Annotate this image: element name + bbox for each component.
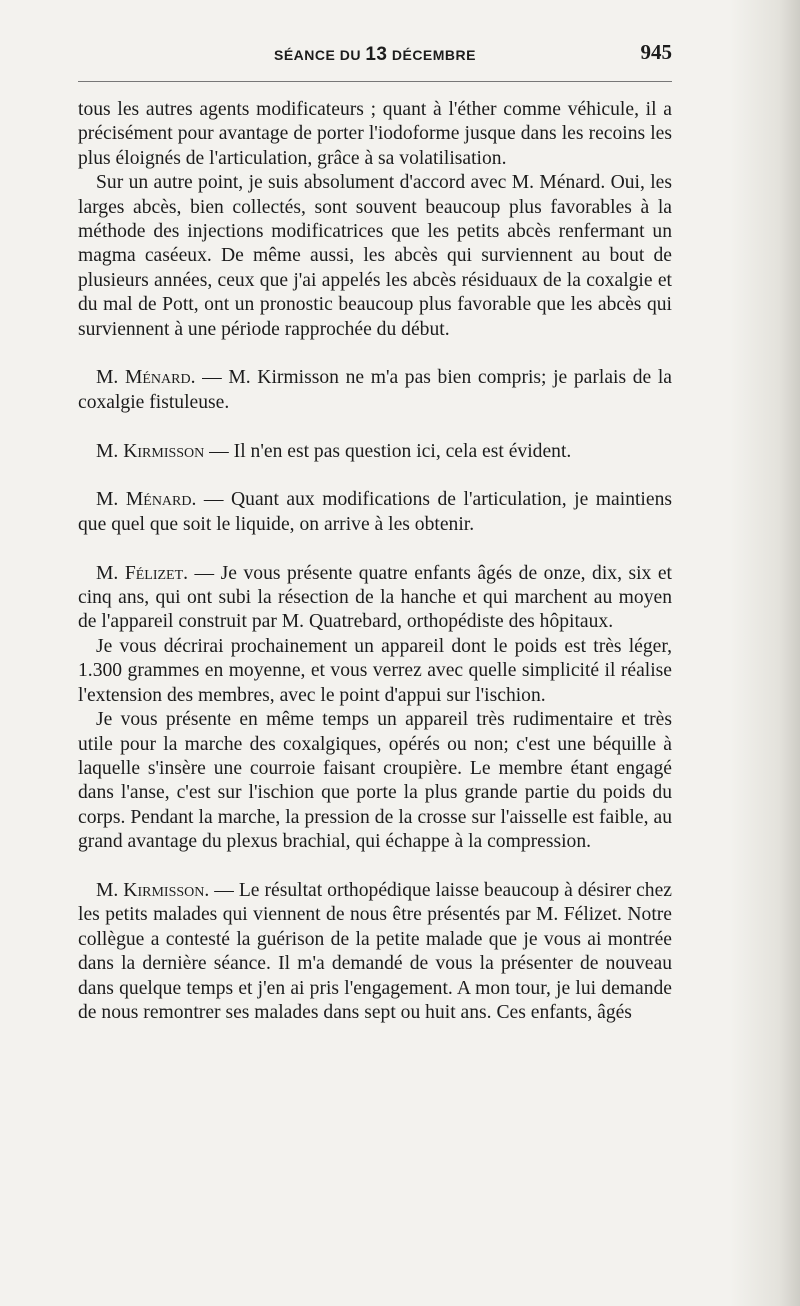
body-text xyxy=(78,98,672,1025)
paragraph-5 xyxy=(78,488,672,537)
running-title-prefix: SÉANCE DU xyxy=(273,47,366,63)
speech-text: — Il n'en est pas question ici, cela est évident. xyxy=(204,440,572,462)
paragraph-6 xyxy=(78,562,672,635)
page-number: 945 xyxy=(640,40,672,64)
running-title-suffix: DÉCEMBRE xyxy=(387,47,476,63)
running-title-number: 13 xyxy=(365,44,388,65)
paragraph-9 xyxy=(78,879,672,1025)
speaker-name: M. Ménard. xyxy=(96,367,196,389)
paragraph-1: tous les autres agents modificateurs ; quant à l'éther comme véhicule, il a précisément pour avantage de porter l'iodoforme jusque dans les recoins les plus éloignés de l'articulation, grâce à sa volatilisation. xyxy=(78,99,672,169)
paragraph-4 xyxy=(78,440,672,464)
speech-text: — Quant aux modifications de l'articulation, je maintiens que quel que soit le liquide, on arrive à les obtenir. xyxy=(78,489,672,535)
paragraph-2: Sur un autre point, je suis absolument d'accord avec M. Ménard. Oui, les larges abcès, bien collectés, sont souvent beaucoup plus favorables à la méthode des injections modificatrices que les petits abcès renfermant un magma caséeux. De même aussi, les abcès qui surviennent au bout de plusieurs années, ceux que j'ai appelés les abcès résiduaux de la coxalgie et du mal de Pott, ont un pronostic beaucoup plus favorable que les abcès qui surviennent à une période rapprochée du début. xyxy=(78,172,672,340)
speaker-name: M. Kirmisson xyxy=(96,440,205,462)
speech-text: — M. Kirmisson ne m'a pas bien compris; je parlais de la coxalgie fistuleuse. xyxy=(78,367,672,413)
speaker-name: M. Ménard. xyxy=(96,489,197,511)
speech-text: — Le résultat orthopédique laisse beaucoup à désirer chez les petits malades qui viennent de nous être présentés par M. Félizet. Notre collègue a contesté la guérison de la petite malade que je vous ai montrée dans la dernière séance. Il m'a demandé de vous la présenter de nouveau dans quelque temps et j'en ai pris l'engagement. A mon tour, je lui demande de nous remontrer ses malades dans sept ou huit ans. Ces enfants, âgés xyxy=(78,879,672,1023)
paragraph-7: Je vous décrirai prochainement un appareil dont le poids est très léger, 1.300 grammes en moyenne, et vous verrez avec quelle simplicité il réalise l'extension des membres, avec le point d'appui sur l'ischion. xyxy=(78,635,672,706)
speaker-name: M. Kirmisson. xyxy=(96,879,210,901)
running-title xyxy=(78,44,672,66)
speaker-name: M. Félizet. xyxy=(96,562,189,584)
speech-text: — Je vous présente quatre enfants âgés de onze, dix, six et cinq ans, qui ont subi la résection de la hanche et qui marchent au moyen de l'appareil construit par M. Quatrebard, orthopédiste des hôpitaux. xyxy=(78,562,672,633)
paragraph-8: Je vous présente en même temps un appareil très rudimentaire et très utile pour la marche des coxalgiques, opérés ou non; c'est une béquille à laquelle s'insère une courroie faisant croupière. Le membre étant engagé dans l'anse, c'est sur l'ischion que porte la plus grande partie du poids du corps. Pendant la marche, la pression de la crosse sur l'aisselle est faible, au grand avantage du plexus brachial, qui échappe à la compression. xyxy=(78,709,672,853)
running-header xyxy=(78,40,672,74)
paragraph-3 xyxy=(78,366,672,415)
header-rule xyxy=(78,81,672,82)
page-edge-shadow xyxy=(730,0,800,1306)
